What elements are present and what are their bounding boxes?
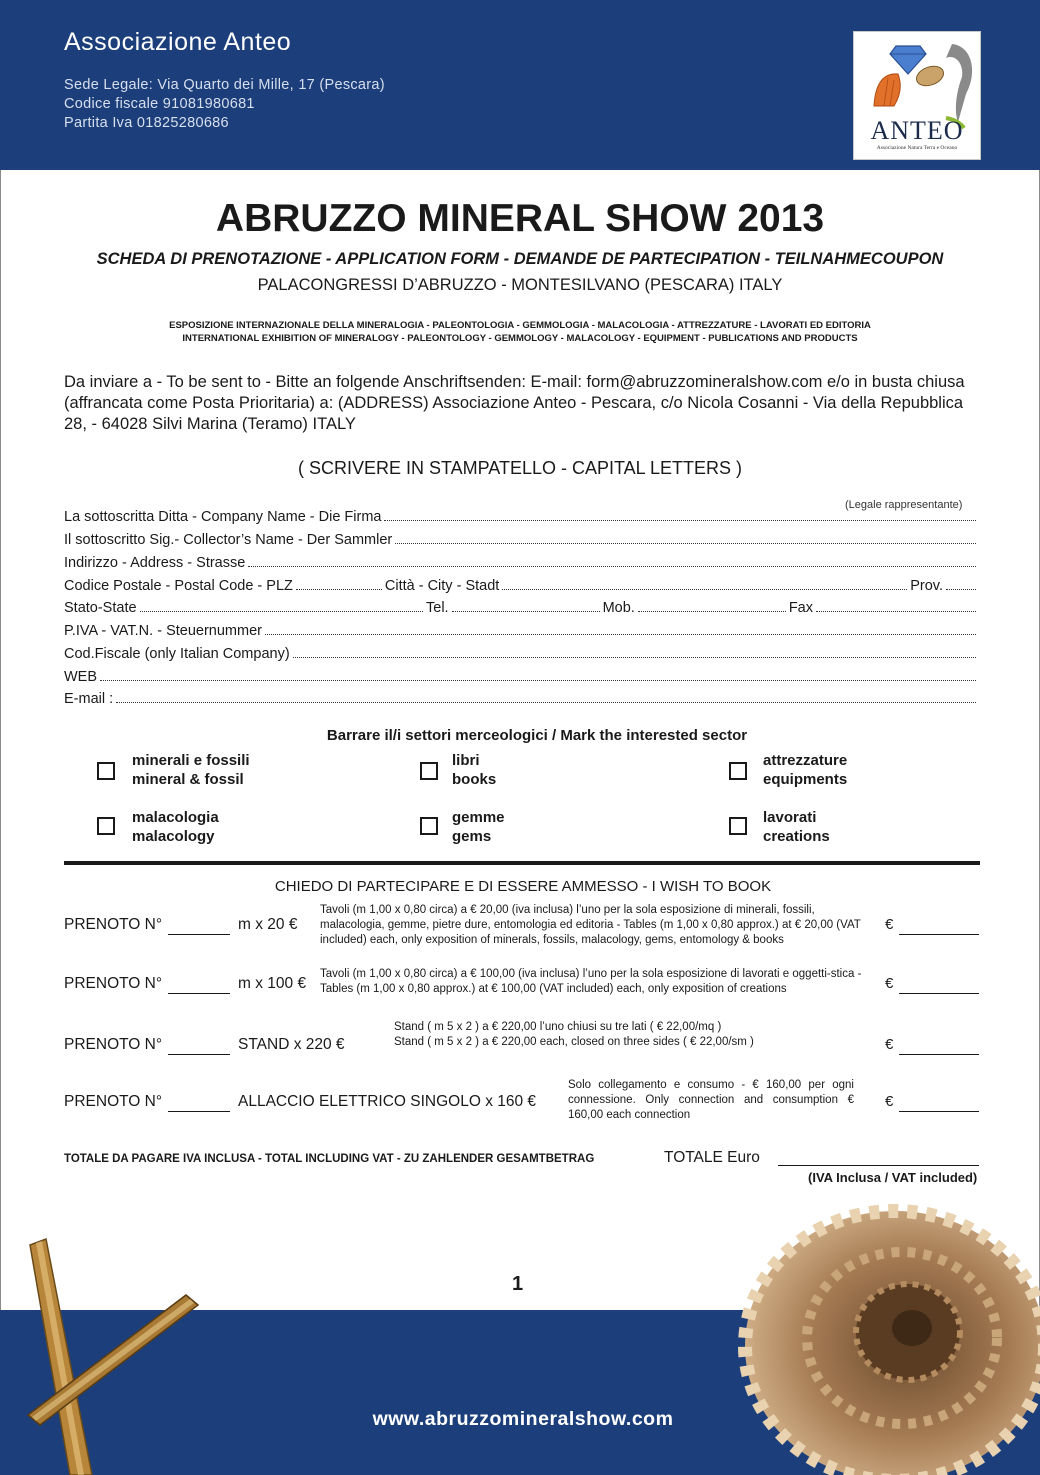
booking-row3-amount-input[interactable]	[899, 1053, 979, 1055]
send-to-instructions: Da inviare a - To be sent to - Bitte an folgende Anschriftsenden: E-mail: form@abruzzomineralshow.com e/o in busta chiusa (affrancata come Posta Prioritaria) a: (ADDRESS) Associazione Anteo - Pescara, c/o Nicola Cosanni - Via della Repubblica 28, - 64028 Silvi Marina (Teramo) ITALY	[64, 373, 965, 433]
collector-input-line[interactable]	[395, 531, 976, 544]
booking-row3-euro: €	[885, 1036, 894, 1053]
creations-checkbox[interactable]	[729, 817, 747, 835]
web-field[interactable]	[64, 668, 979, 688]
booking-row4-label: PRENOTO N°	[64, 1093, 163, 1110]
tel-label: Tel.	[426, 600, 449, 616]
creations-label-it: lavorati	[763, 809, 817, 826]
booking-row4-qty-input[interactable]	[168, 1110, 230, 1112]
company-input-line[interactable]	[384, 508, 976, 521]
sector-title: Barrare il/i settori merceologici / Mark the interested sector	[326, 727, 748, 744]
postal-code-label: Codice Postale - Postal Code - PLZ	[64, 578, 293, 594]
booking-row3-qty-input[interactable]	[168, 1053, 230, 1055]
fax-input-line[interactable]	[816, 599, 976, 612]
address-label: Indirizzo - Address - Strasse	[64, 555, 246, 571]
booking-row2-amount-input[interactable]	[899, 992, 979, 994]
gems-checkbox[interactable]	[420, 817, 438, 835]
booking-row1-unit: m x 20 €	[238, 916, 298, 933]
booking-row2-euro: €	[885, 975, 894, 992]
minerals-label-it: minerali e fossili	[132, 752, 250, 769]
state-input-line[interactable]	[140, 599, 423, 612]
web-label: WEB	[64, 669, 98, 685]
totale-euro-label: TOTALE Euro	[664, 1149, 760, 1166]
address-input-line[interactable]	[248, 554, 976, 567]
total-label: TOTALE DA PAGARE IVA INCLUSA - TOTAL INCLUDING VAT - ZU ZAHLENDER GESAMTBETRAG	[64, 1153, 595, 1165]
logo-shell-shape	[874, 74, 900, 106]
web-input-line[interactable]	[100, 668, 976, 681]
booking-row4-euro: €	[885, 1093, 894, 1110]
equipment-label-en: equipments	[763, 771, 848, 788]
org-address: Sede Legale: Via Quarto dei Mille, 17 (Pescara)	[64, 77, 385, 93]
malacology-label-it: malacologia	[132, 809, 219, 826]
malacology-label	[132, 808, 219, 846]
booking-row1-euro: €	[885, 916, 894, 933]
booking-row1-label: PRENOTO N°	[64, 916, 163, 933]
booking-row4-amount-input[interactable]	[899, 1110, 979, 1112]
header-banner	[0, 0, 1040, 170]
malacology-label-en: malacology	[132, 828, 215, 845]
logo-diamond-shape	[890, 46, 926, 74]
total-amount-input[interactable]	[778, 1164, 979, 1166]
venue: PALACONGRESSI D’ABRUZZO - MONTESILVANO (PESCARA) ITALY	[257, 276, 783, 294]
city-label: Città - City - Stadt	[384, 578, 500, 594]
booking-row1-qty-input[interactable]	[168, 933, 230, 935]
logo-dinosaur-shape	[946, 44, 972, 122]
anteo-logo	[853, 31, 981, 160]
books-label-it: libri	[452, 752, 480, 769]
ammonite-center	[892, 1310, 932, 1346]
booking-row2-label: PRENOTO N°	[64, 975, 163, 992]
minerals-label	[132, 751, 250, 789]
section-divider	[64, 861, 980, 865]
gems-label-it: gemme	[452, 809, 505, 826]
website-link[interactable]: www.abruzzomineralshow.com	[372, 1408, 674, 1430]
address-field[interactable]	[64, 554, 979, 574]
exhibition-it: ESPOSIZIONE INTERNAZIONALE DELLA MINERALOGIA - PALEONTOLOGIA - GEMMOLOGIA - MALACOLOGIA - ATTREZZATURE - LAVORATI ED EDITORIA	[169, 320, 871, 331]
minerals-label-en: mineral & fossil	[132, 771, 244, 788]
iva-note: (IVA Inclusa / VAT included)	[808, 1170, 978, 1185]
booking-row1-amount-input[interactable]	[899, 933, 979, 935]
mob-label: Mob.	[602, 600, 635, 616]
city-input-line[interactable]	[502, 577, 907, 590]
gems-label-en: gems	[452, 828, 492, 845]
company-field[interactable]	[64, 508, 979, 528]
books-checkbox[interactable]	[420, 762, 438, 780]
contact-field[interactable]	[64, 599, 979, 619]
email-input-line[interactable]	[116, 690, 976, 703]
booking-row3-unit: STAND x 220 €	[238, 1036, 345, 1053]
logo-seashell-shape	[914, 63, 946, 89]
books-label-en: books	[452, 771, 497, 788]
email-label: E-mail :	[64, 691, 114, 707]
creations-label-en: creations	[763, 828, 830, 845]
booking-row2-qty-input[interactable]	[168, 992, 230, 994]
logo-subtext: Associazione Natura Terra e Oceano	[876, 145, 958, 151]
email-field[interactable]	[64, 690, 979, 710]
postal-code-input-line[interactable]	[296, 577, 382, 590]
gems-label	[452, 808, 505, 846]
vat-input-line[interactable]	[265, 622, 976, 635]
postal-city-field[interactable]	[64, 577, 979, 597]
company-label: La sottoscritta Ditta - Company Name - Die Firma	[64, 509, 382, 525]
cod-fiscale-label: Cod.Fiscale (only Italian Company)	[64, 646, 290, 662]
mob-input-line[interactable]	[638, 599, 786, 612]
exhibition-en: INTERNATIONAL EXHIBITION OF MINERALOGY - PALEONTOLOGY - GEMMOLOGY - MALACOLOGY - EQUIPMENT - PUBLICATIONS AND PRODUCTS	[182, 333, 858, 344]
booking-row1-desc: Tavoli (m 1,00 x 0,80 circa) a € 20,00 (iva inclusa) l’uno per la sola esposizione di minerali, fossili, malacologia, gemme, pietre dure, entomologia ed editoria - Tables (m 1,00 x 0,80 approx.) at € 20,00 (VAT included) each, only exposition of minerals, fossils, malacology, gems, entomology & books	[320, 904, 861, 946]
malacology-checkbox[interactable]	[97, 817, 115, 835]
prov-label: Prov.	[910, 578, 943, 594]
booking-row4-desc: Solo collegamento e consumo - € 160,00 per ogni connessione. Only connection and consumption € 160,00 each connection	[568, 1079, 854, 1121]
prov-input-line[interactable]	[946, 577, 976, 590]
booking-row3-label: PRENOTO N°	[64, 1036, 163, 1053]
legale-note: (Legale rappresentante)	[845, 499, 963, 511]
collector-field[interactable]	[64, 531, 979, 551]
org-name: Associazione Anteo	[64, 28, 292, 56]
crystal-shard-highlight	[36, 1241, 84, 1475]
equipment-checkbox[interactable]	[729, 762, 747, 780]
cod-fiscale-input-line[interactable]	[293, 645, 976, 658]
cod-fiscale-field[interactable]	[64, 645, 979, 665]
org-vat: Partita Iva 01825280686	[64, 115, 229, 131]
equipment-label	[763, 751, 847, 789]
minerals-checkbox[interactable]	[97, 762, 115, 780]
fax-label: Fax	[788, 600, 813, 616]
capital-letters-note: ( SCRIVERE IN STAMPATELLO - CAPITAL LETTERS )	[297, 458, 743, 478]
booking-row3-desc1: Stand ( m 5 x 2 ) a € 220,00 l’uno chiusi su tre lati ( € 22,00/mq )	[394, 1021, 722, 1033]
booking-row2-unit: m x 100 €	[238, 975, 307, 992]
logo-text: ANTEO	[870, 116, 964, 145]
booking-row4-unit: ALLACCIO ELETTRICO SINGOLO x 160 €	[238, 1093, 537, 1110]
booking-row2-desc: Tavoli (m 1,00 x 0,80 circa) a € 100,00 (iva inclusa) l’uno per la sola esposizione di lavorati e oggetti-stica - Tables (m 1,00 x 0,80 approx.) at € 100,00 (VAT included) each, only exposition of creations	[320, 968, 862, 995]
page-number: 1	[512, 1273, 524, 1295]
state-label: Stato-State	[64, 600, 137, 616]
books-label	[452, 751, 496, 789]
org-fiscal-code: Codice fiscale 91081980681	[64, 96, 255, 112]
vat-field[interactable]	[64, 622, 979, 642]
form-subtitle: SCHEDA DI PRENOTAZIONE - APPLICATION FORM - DEMANDE DE PARTECIPATION - TEILNAHMECOUPON	[96, 250, 944, 268]
collector-label: Il sottoscritto Sig.- Collector’s Name - Der Sammler	[64, 532, 393, 548]
vat-label: P.IVA - VAT.N. - Steuernummer	[64, 623, 262, 639]
crystal-image	[0, 1225, 220, 1475]
booking-row3-desc2: Stand ( m 5 x 2 ) a € 220,00 each, closed on three sides ( € 22,00/sm )	[394, 1036, 754, 1048]
tel-input-line[interactable]	[452, 599, 600, 612]
page-title: ABRUZZO MINERAL SHOW 2013	[215, 197, 825, 240]
ammonite-image	[720, 1196, 1040, 1475]
creations-label	[763, 808, 830, 846]
booking-title: CHIEDO DI PARTECIPARE E DI ESSERE AMMESSO - I WISH TO BOOK	[274, 878, 772, 895]
equipment-label-it: attrezzature	[763, 752, 848, 769]
